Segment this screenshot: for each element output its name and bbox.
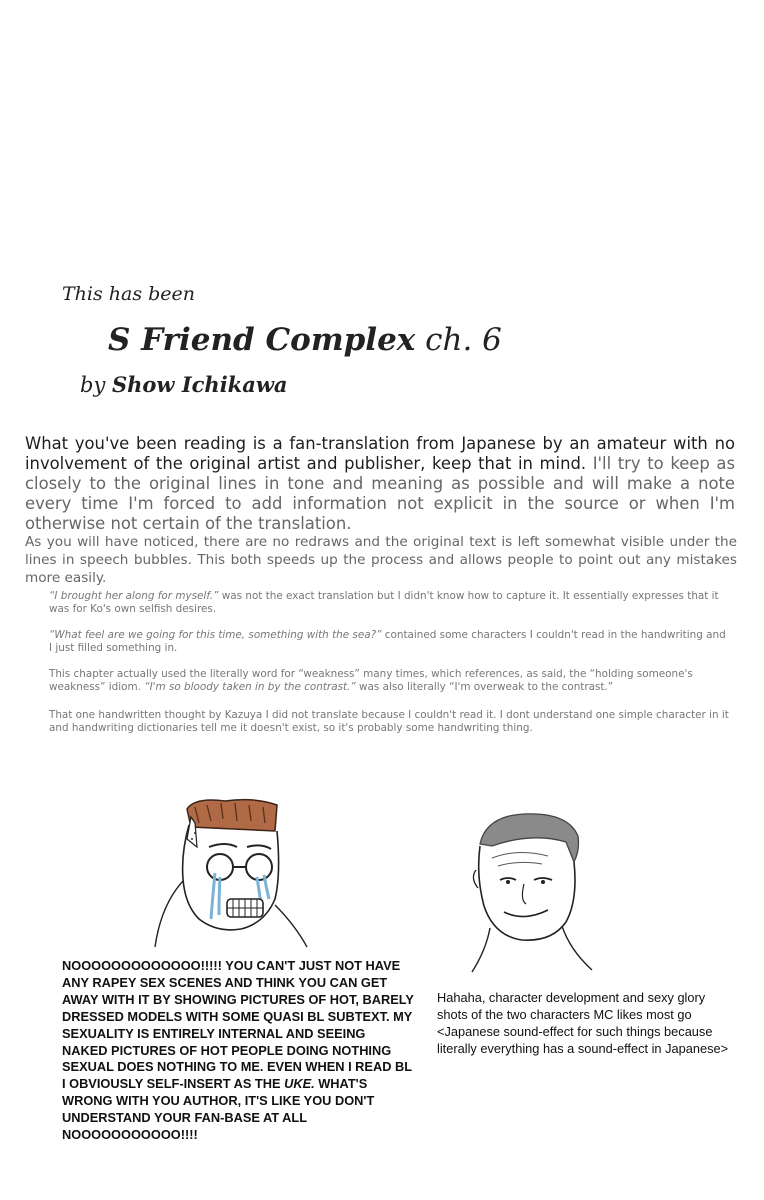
note-quote: “I brought her along for myself.”	[49, 590, 219, 602]
chapter-number: ch. 6	[415, 322, 502, 358]
caption-emphasis: UKE.	[284, 1076, 315, 1092]
caption-text-part-2: WHAT'S WRONG WITH YOU AUTHOR, IT'S LIKE YOU DON'T UNDERSTAND YOUR FAN-BASE AT ALL NOOOOOOOOOOO!!!!	[62, 1076, 375, 1143]
translation-note	[49, 668, 729, 694]
note-text: was not the exact translation but I didn't know how to capture it. It essentially expresses that it was for Ko's own selfish desires.	[49, 590, 719, 615]
intro-light-text: I'll try to keep as closely to the original lines in tone and meaning as possible and will make a note every time I'm forced to add information not explicit in the source or when I'm otherwise not certain of the translation.	[25, 454, 735, 533]
smug-wojak-caption: Hahaha, character development and sexy glory shots of the two characters MC likes most go <Japanese sound-effect for such things because literally everything has a sound-effect in Japanese>	[437, 990, 729, 1056]
credits-author-line	[80, 372, 288, 397]
author-name: Show Ichikawa	[111, 372, 288, 397]
smug-wojak-illustration	[462, 810, 612, 975]
intro-dark-text: What you've been reading is a fan-translation from Japanese by an amateur with no involvement of the original artist and publisher, keep that in mind.	[25, 434, 735, 473]
note-quote: “I'm so bloody taken in by the contrast.”	[144, 681, 356, 693]
note-text: contained some characters I couldn't read in the handwriting and I just filled something in.	[49, 629, 726, 654]
translation-note	[49, 590, 729, 616]
note-quote: “What feel are we going for this time, something with the sea?”	[49, 629, 382, 641]
translation-note: That one handwritten thought by Kazuya I did not translate because I couldn't read it. I dont understand one simple character in it and handwriting dictionaries tell me it doesn't exist, so it's probably some handwriting thing.	[49, 709, 729, 734]
credits-title	[108, 322, 502, 358]
by-label: by	[80, 373, 112, 397]
credits-line-intro: This has been	[62, 283, 196, 305]
note-pre-text: This chapter actually used the literally word for “weakness” many times, which references, as said, the “holding someone's weakness” idiom.	[49, 668, 693, 693]
crying-wojak-illustration	[125, 795, 330, 950]
series-title: S Friend Complex	[108, 322, 416, 358]
note-text: was also literally “I'm overweak to the contrast.”	[355, 681, 614, 693]
translation-note	[49, 629, 729, 655]
intro-paragraph-2: As you will have noticed, there are no redraws and the original text is left somewhat visible under the lines in speech bubbles. This both speeds up the process and allows people to point out any mistakes more easily.	[25, 534, 737, 586]
crying-wojak-caption	[62, 958, 414, 1144]
intro-paragraph-1	[25, 434, 735, 534]
caption-text-part-1: NOOOOOOOOOOOOO!!!!! YOU CAN'T JUST NOT HAVE ANY RAPEY SEX SCENES AND THINK YOU CAN GET AWAY WITH IT BY SHOWING PICTURES OF HOT, BARELY DRESSED MODELS WITH SOME QUASI BL SUBTEXT. MY SEXUALITY IS ENTIRELY INTERNAL AND SEEING NAKED PICTURES OF HOT PEOPLE DOING NOTHING SEXUAL DOES NOTHING TO ME. EVEN WHEN I READ BL I OBVIOUSLY SELF-INSERT AS THE	[62, 958, 414, 1092]
